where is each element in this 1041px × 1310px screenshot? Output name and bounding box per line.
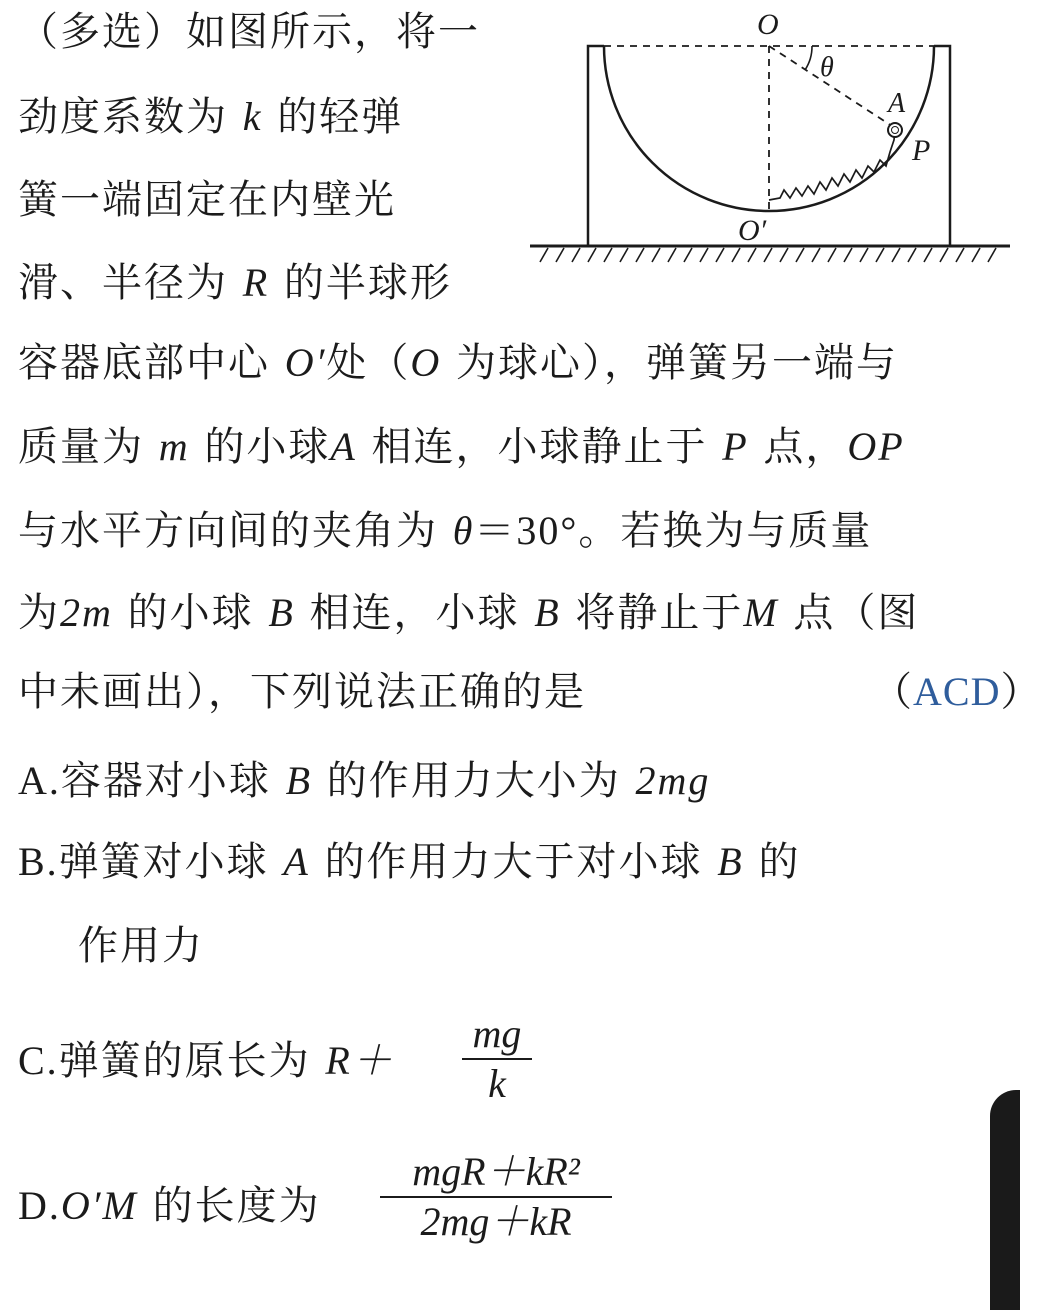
stem-line-3: 簧一端固定在内壁光 xyxy=(18,177,396,223)
option-a: A.容器对小球 B 的作用力大小为 2mg xyxy=(18,758,711,804)
var-k: k xyxy=(242,94,263,139)
option-c-fraction: mg k xyxy=(462,1012,532,1106)
ball-a xyxy=(888,123,902,137)
label-o: O xyxy=(757,8,779,41)
ground-hatching xyxy=(540,248,996,262)
stem-line-2: 劲度系数为 k 的轻弹 xyxy=(18,94,404,140)
label-theta: θ xyxy=(820,52,834,83)
stem-line-9: 中未画出），下列说法正确的是 xyxy=(18,669,586,715)
stem-line-4: 滑、半径为 R 的半球形 xyxy=(18,260,452,306)
spring xyxy=(769,130,895,200)
answer-value: ACD xyxy=(913,669,1001,714)
option-d: D.O′M 的长度为 xyxy=(18,1183,321,1229)
stem-line-1: （多选）如图所示，将一 xyxy=(18,9,480,55)
hemisphere-container-figure xyxy=(528,0,1012,272)
stem-line-5: 容器底部中心 O′处（O 为球心），弹簧另一端与 xyxy=(18,340,898,386)
option-c: C.弹簧的原长为 R＋ xyxy=(18,1038,394,1084)
option-b-continued: 作用力 xyxy=(78,923,204,969)
label-p: P xyxy=(912,134,931,167)
stem-line-6: 质量为 m 的小球A 相连，小球静止于 P 点，OP xyxy=(18,424,905,470)
answer-key: （ACD） xyxy=(872,669,1041,714)
stem-line-7: 与水平方向间的夹角为 θ＝30°。若换为与质量 xyxy=(18,508,873,554)
stem-line-8: 为2m 的小球 B 相连，小球 B 将静止于M 点（图 xyxy=(18,590,920,636)
theta-arc xyxy=(805,46,812,70)
option-d-fraction: mgR＋kR² 2mg＋kR xyxy=(380,1150,612,1244)
option-b: B.弹簧对小球 A 的作用力大于对小球 B 的 xyxy=(18,839,801,885)
screen-edge-overlay xyxy=(990,1090,1020,1310)
label-o-prime: O′ xyxy=(738,214,767,247)
label-a: A xyxy=(888,88,906,119)
